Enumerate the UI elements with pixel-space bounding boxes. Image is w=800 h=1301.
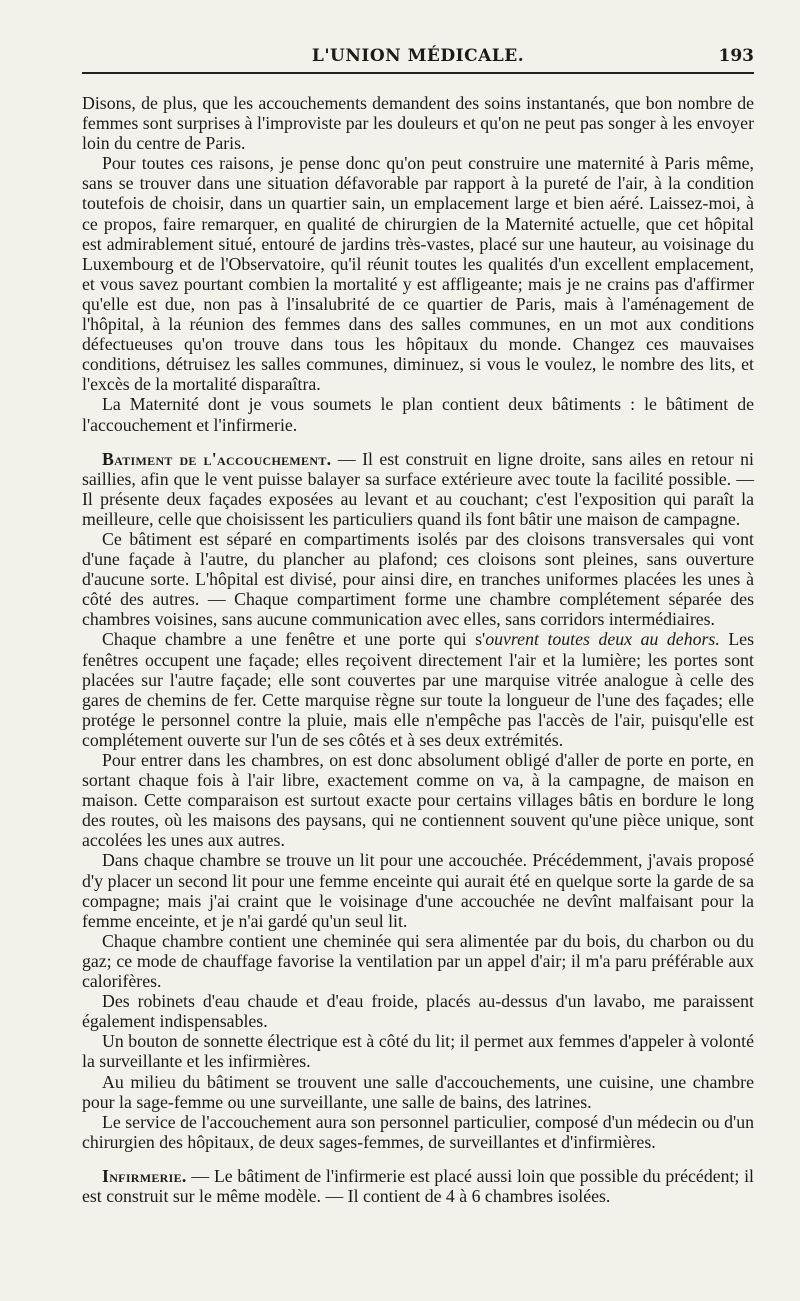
paragraph: Des robinets d'eau chaude et d'eau froide, placés au-dessus d'un lavabo, me paraissent également indispensables.	[82, 991, 754, 1032]
paragraph-text: — Le bâtiment de l'infirmerie est placé aussi loin que possible du précédent; il est construit sur le même modèle. — Il contient de 4 à 6 chambres isolées.	[82, 1165, 754, 1206]
paragraph: Chaque chambre contient une cheminée qui sera alimentée par du bois, du charbon ou du gaz; ce mode de chauffage favorise la ventilation par un appel d'air; il m'a paru préférable aux calorifères.	[82, 930, 754, 992]
paragraph	[82, 449, 754, 529]
paragraph-text: Chaque chambre a une fenêtre et une porte qui s'	[102, 629, 486, 650]
paragraph: Pour toutes ces raisons, je pense donc qu'on peut construire une maternité à Paris même, sans se trouver dans une situation défavorable par rapport à la pureté de l'air, à la condition toutefois de choisir, dans un quartier sain, un emplacement large et bien aéré. Laissez-moi, à ce propos, faire remarquer, en qualité de chirurgien de la Maternité actuelle, que cet hôpital est admirablement situé, entouré de jardins très-vastes, placé sur une hauteur, au voisinage du Luxembourg et de l'Observatoire, qu'il réunit toutes les qualités d'un excellent emplacement, et vous savez pourtant combien la mortalité y est affligeante; mais je ne crains pas d'affirmer qu'elle est due, non pas à l'insalubrité de ce quartier de Paris, mais à l'aménagement de l'hôpital, à la réunion des femmes dans des salles communes, en un mot aux conditions défectueuses qu'on trouve dans tous les hôpitaux du monde. Changez ces mauvaises conditions, détruisez les salles communes, diminuez, si vous le voulez, le nombre des lits, et l'excès de la mortalité disparaîtra.	[82, 153, 754, 395]
paragraph: Au milieu du bâtiment se trouvent une salle d'accouchements, une cuisine, une chambre pour la sage-femme ou une surveillante, une salle de bains, des latrines.	[82, 1071, 754, 1112]
paragraph: Pour entrer dans les chambres, on est donc absolument obligé d'aller de porte en porte, en sortant chaque fois à l'air libre, exactement comme on va, à la campagne, de maison en maison. Cette comparaison est surtout exacte pour certains villages bâtis en bordure le long des routes, où les maisons des paysans, qui ne contiennent souvent qu'une pièce unique, sont accolées les unes aux autres.	[82, 750, 754, 851]
paragraph: Dans chaque chambre se trouve un lit pour une accouchée. Précédemment, j'avais proposé d'y placer un second lit pour une femme enceinte qui aurait été en quelque sorte la garde de sa compagne; mais j'ai craint que le voisinage d'une accouchée ne devînt malfaisant pour la femme enceinte, et je n'ai gardé qu'un seul lit.	[82, 850, 754, 931]
paragraph: La Maternité dont je vous soumets le plan contient deux bâtiments : le bâtiment de l'accouchement et l'infirmerie.	[82, 394, 754, 435]
paragraph-text: — Il est construit en ligne droite, sans ailes en retour ni saillies, afin que le vent puisse balayer sa surface extérieure avec toute la facilité possible. — Il présente deux façades exposées au levant et au couchant; c'est l'exposition qui paraît la meilleure, celle que choisissent les particuliers quand ils font bâtir une maison de campagne.	[82, 448, 754, 529]
paragraph	[82, 629, 754, 750]
paragraph: Disons, de plus, que les accouchements demandent des soins instantanés, que bon nombre de femmes sont surprises à l'improviste par les douleurs et qu'on ne peut pas songer à les envoyer loin du centre de Paris.	[82, 93, 754, 154]
paragraph: Ce bâtiment est séparé en compartiments isolés par des cloisons transversales qui vont d'une façade à l'autre, du plancher au plafond; ces cloisons sont pleines, sans ouverture d'aucune sorte. L'hôpital est divisé, pour ainsi dire, en tranches uniformes placées les unes à côté des autres. — Chaque compartiment forme une chambre complétement séparée des chambres voisines, sans aucune communication avec elles, sans corridors intermédiaires.	[82, 528, 754, 630]
page-number: 193	[718, 46, 754, 66]
paragraph	[82, 1166, 754, 1206]
article-body	[82, 93, 754, 1206]
page-header	[82, 0, 754, 76]
header-rule	[82, 72, 754, 74]
emphasis: ouvrent toutes deux au dehors.	[485, 629, 720, 650]
paragraph: Un bouton de sonnette électrique est à côté du lit; il permet aux femmes d'appeler à volonté la surveillante et les infirmières.	[82, 1031, 754, 1072]
section-heading: Batiment de l'accouchement.	[102, 448, 332, 469]
paragraph-text: Les fenêtres occupent une façade; elles reçoivent directement l'air et la lumière; les portes sont placées sur l'autre façade; elle sont couvertes par une marquise vitrée analogue à celle des gares de chemins de fer. Cette marquise règne sur toute la longueur de l'une des façades; elle protége le personnel contre la pluie, mais elle n'empêche pas l'accès de l'air, puisqu'elle est complétement ouverte sur l'un de ses côtés et à ses deux extrémités.	[82, 629, 754, 750]
paragraph: Le service de l'accouchement aura son personnel particulier, composé d'un médecin ou d'un chirurgien des hôpitaux, de deux sages-femmes, de surveillantes et d'infirmières.	[82, 1111, 754, 1152]
section-heading: Infirmerie.	[102, 1165, 187, 1186]
running-title: L'UNION MÉDICALE.	[311, 46, 525, 66]
